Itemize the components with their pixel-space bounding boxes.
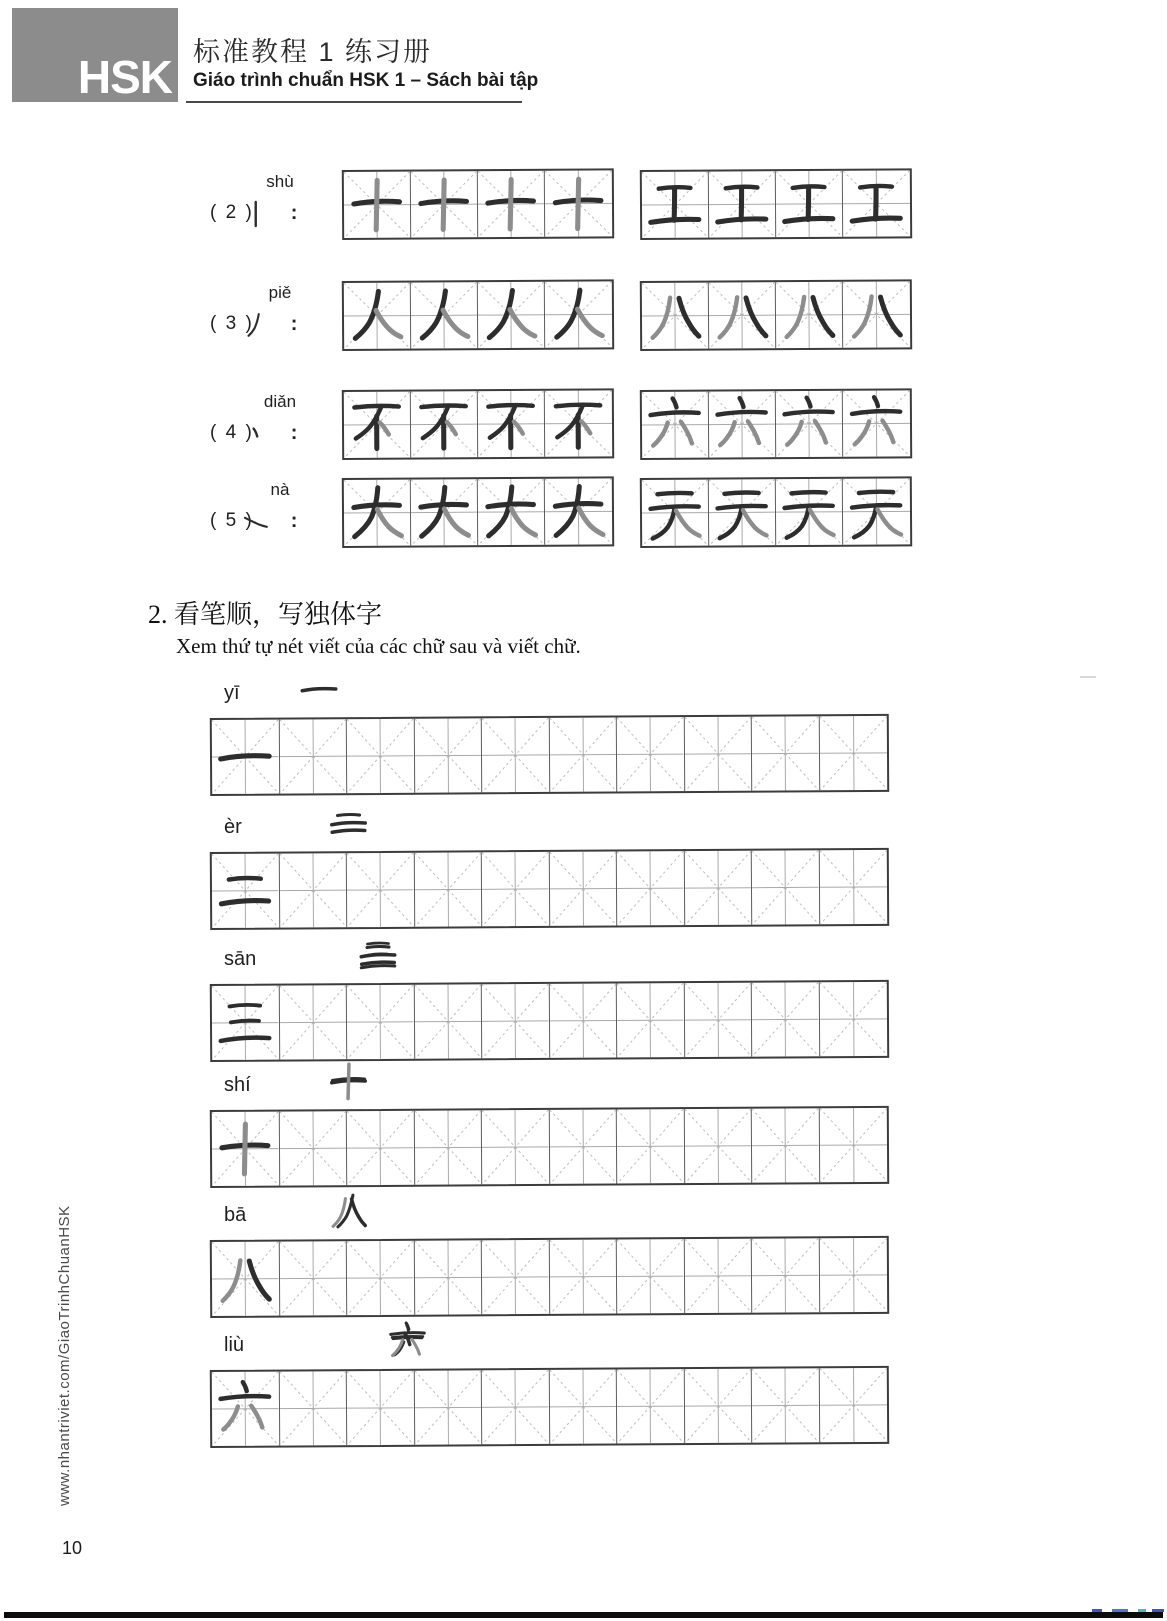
book-title-chinese: 标准教程 1 练习册	[193, 37, 433, 67]
cell-guides	[279, 1241, 346, 1315]
grid-cell	[752, 716, 820, 790]
scan-edge-bar	[4, 1612, 1163, 1618]
colon: :	[290, 312, 298, 335]
grid-cell	[752, 850, 820, 924]
grid-cell	[752, 1238, 820, 1312]
colon: :	[290, 201, 298, 224]
stroke-pinyin: nà	[270, 480, 290, 499]
stroke-order-step	[353, 800, 397, 844]
stroke-row	[0, 478, 1167, 548]
grid-cell	[545, 478, 612, 544]
grid-cell	[819, 850, 887, 924]
stroke-order-sequence	[296, 1318, 511, 1362]
grid-cell	[684, 717, 752, 791]
cell-guides	[347, 1241, 414, 1315]
cell-guides	[549, 718, 616, 792]
cell-guides	[482, 984, 549, 1058]
cell-guides	[549, 984, 616, 1058]
handwritten-character	[777, 392, 841, 456]
handwritten-character	[546, 392, 611, 456]
cell-guides	[347, 1371, 414, 1445]
grid-cell	[843, 281, 910, 347]
cell-guides	[617, 983, 684, 1057]
handwritten-character	[298, 1059, 399, 1103]
handwritten-character	[479, 283, 543, 347]
handwritten-character	[298, 801, 399, 845]
grid-cell	[752, 982, 820, 1056]
handwritten-character	[213, 987, 277, 1058]
grid-cell	[776, 391, 843, 457]
grid-cell	[482, 852, 550, 926]
grid-cell	[545, 170, 612, 236]
grid-cell	[709, 171, 776, 237]
stroke-pinyin: diǎn	[263, 392, 297, 411]
practice-grid	[342, 388, 614, 460]
cell-guides	[347, 853, 414, 927]
stroke-row	[0, 390, 1167, 460]
grid-cell	[478, 171, 545, 237]
stroke-order-sequence	[296, 932, 454, 976]
page-number: 10	[62, 1538, 83, 1558]
stroke-pinyin: shù	[266, 172, 294, 191]
writing-grid	[210, 714, 889, 796]
grid-cell	[617, 717, 685, 791]
practice-grid	[640, 388, 912, 460]
grid-cell	[414, 984, 482, 1058]
handwritten-character	[298, 1189, 399, 1233]
cell-guides	[549, 1370, 616, 1444]
grid-cell	[752, 1368, 820, 1442]
stroke-order-sequence	[296, 800, 397, 844]
grid-cell	[344, 283, 411, 349]
handwritten-character	[345, 284, 409, 348]
cell-guides	[752, 1108, 819, 1182]
grid-cell	[279, 719, 347, 793]
exercise-2-heading-chinese: 2. 看笔顺，写独体字	[148, 600, 383, 629]
grid-cell	[344, 392, 411, 458]
grid-cell	[478, 479, 545, 545]
grid-cell	[549, 1370, 617, 1444]
grid-cell	[414, 1240, 482, 1314]
practice-grid	[640, 279, 912, 351]
handwritten-character	[412, 172, 476, 236]
cell-guides	[752, 982, 819, 1056]
grid-cell	[617, 1369, 685, 1443]
grid-cell	[478, 391, 545, 457]
writing-grid	[210, 980, 889, 1062]
grid-cell	[212, 854, 280, 928]
handwritten-character	[212, 310, 299, 340]
handwritten-character	[777, 283, 841, 347]
grid-cell	[549, 718, 617, 792]
writing-grid	[210, 1236, 889, 1318]
item-number: ( 2 )	[210, 202, 254, 223]
stroke-order-step	[353, 1058, 397, 1102]
grid-cell	[411, 479, 478, 545]
handwritten-character	[412, 283, 476, 347]
cell-guides	[752, 1238, 819, 1312]
grid-cell	[414, 1110, 482, 1184]
grid-cell	[279, 1111, 347, 1185]
grid-cell	[709, 479, 776, 545]
stroke-order-sequence	[296, 666, 340, 710]
cell-guides	[279, 719, 346, 793]
writing-grid	[210, 1366, 889, 1448]
handwritten-character	[213, 1373, 277, 1444]
grid-cell	[212, 1242, 280, 1316]
handwritten-character	[479, 480, 543, 544]
cell-guides	[279, 853, 346, 927]
grid-cell	[819, 982, 887, 1056]
cell-guides	[414, 718, 481, 792]
grid-cell	[212, 720, 280, 794]
grid-cell	[684, 1239, 752, 1313]
cell-guides	[819, 850, 887, 924]
item-number: ( 4 )	[210, 422, 254, 443]
handwritten-character	[546, 283, 611, 347]
cell-guides	[684, 1369, 751, 1443]
grid-cell	[684, 851, 752, 925]
scan-artifact-color	[1152, 1609, 1164, 1612]
grid-cell	[752, 1108, 820, 1182]
cell-guides	[414, 852, 481, 926]
hsk-logo-text: HSK	[77, 51, 172, 103]
handwritten-character	[643, 284, 707, 348]
colon: :	[290, 421, 298, 444]
cell-guides	[684, 717, 751, 791]
stroke-symbol-icon	[259, 198, 285, 228]
cell-guides	[684, 1239, 751, 1313]
practice-grid	[640, 476, 912, 548]
handwritten-character	[345, 173, 409, 237]
grid-cell	[347, 853, 415, 927]
stroke-symbol-icon	[259, 309, 285, 339]
grid-cell	[414, 718, 482, 792]
grid-cell	[347, 1111, 415, 1185]
cell-guides	[617, 1239, 684, 1313]
handwritten-character	[844, 283, 909, 347]
handwritten-character	[300, 1319, 515, 1363]
handwritten-character	[643, 481, 707, 545]
grid-cell	[819, 1368, 887, 1442]
handwritten-character	[213, 1113, 277, 1184]
stroke-order-sequence	[296, 1188, 397, 1232]
grid-cell	[482, 984, 550, 1058]
grid-cell	[709, 391, 776, 457]
handwritten-character	[213, 855, 277, 926]
grid-cell	[642, 480, 709, 546]
website-url-vertical: www.nhantriviet.com/GiaoTrinhChuanHSK	[56, 1205, 73, 1506]
grid-cell	[617, 851, 685, 925]
character-pinyin: bā	[224, 1204, 247, 1226]
grid-cell	[212, 986, 280, 1060]
grid-cell	[709, 282, 776, 348]
grid-cell	[617, 1109, 685, 1183]
grid-cell	[684, 983, 752, 1057]
handwritten-character	[412, 480, 476, 544]
handwritten-character	[710, 480, 774, 544]
stroke-label	[210, 309, 297, 339]
handwritten-character	[345, 393, 409, 457]
cell-guides	[279, 1371, 346, 1445]
cell-guides	[617, 1109, 684, 1183]
handwritten-character	[479, 392, 543, 456]
cell-guides	[414, 1240, 481, 1314]
grid-cell	[279, 1371, 347, 1445]
grid-cell	[843, 170, 910, 236]
character-pinyin: sān	[224, 948, 257, 970]
handwritten-character	[213, 721, 277, 792]
grid-cell	[617, 983, 685, 1057]
cell-guides	[482, 1370, 549, 1444]
grid-cell	[344, 480, 411, 546]
cell-guides	[617, 1369, 684, 1443]
handwritten-character	[213, 1243, 277, 1314]
grid-cell	[279, 1241, 347, 1315]
handwritten-character	[777, 172, 841, 236]
grid-cell	[344, 172, 411, 238]
stroke-label	[210, 506, 297, 536]
cell-guides	[482, 852, 549, 926]
handwritten-character	[643, 393, 707, 457]
cell-guides	[414, 1110, 481, 1184]
handwritten-character	[546, 172, 611, 236]
cell-guides	[549, 1110, 616, 1184]
cell-guides	[617, 717, 684, 791]
cell-guides	[684, 1109, 751, 1183]
cell-guides	[752, 850, 819, 924]
handwritten-character	[643, 173, 707, 237]
grid-cell	[642, 392, 709, 458]
grid-cell	[411, 391, 478, 457]
grid-cell	[776, 282, 843, 348]
item-number: ( 3 )	[210, 313, 254, 334]
grid-cell	[411, 171, 478, 237]
grid-cell	[684, 1369, 752, 1443]
grid-cell	[684, 1109, 752, 1183]
cell-guides	[482, 718, 549, 792]
cell-guides	[279, 1111, 346, 1185]
handwritten-character	[546, 480, 611, 544]
handwritten-character	[212, 199, 299, 229]
stroke-row	[0, 170, 1167, 240]
character-pinyin: shí	[224, 1074, 251, 1096]
grid-cell	[819, 716, 887, 790]
cell-guides	[819, 716, 887, 790]
book-title-vietnamese: Giáo trình chuẩn HSK 1 – Sách bài tập	[193, 70, 539, 91]
grid-cell	[843, 390, 910, 456]
header-divider	[186, 101, 522, 103]
grid-cell	[642, 172, 709, 238]
cell-guides	[617, 851, 684, 925]
practice-grid	[342, 476, 614, 548]
cell-guides	[819, 1108, 887, 1182]
cell-guides	[819, 982, 887, 1056]
grid-cell	[414, 852, 482, 926]
grid-cell	[819, 1108, 887, 1182]
writing-grid	[210, 848, 889, 930]
handwritten-character	[345, 481, 409, 545]
item-number: ( 5 )	[210, 510, 254, 531]
grid-cell	[347, 985, 415, 1059]
grid-cell	[347, 1371, 415, 1445]
handwritten-character	[844, 172, 909, 236]
character-pinyin: yī	[224, 682, 240, 704]
cell-guides	[752, 1368, 819, 1442]
handwritten-character	[299, 933, 457, 977]
cell-guides	[684, 851, 751, 925]
handwritten-character	[479, 172, 543, 236]
grid-cell	[279, 985, 347, 1059]
grid-cell	[545, 390, 612, 456]
cell-guides	[347, 1111, 414, 1185]
stroke-pinyin: piě	[268, 283, 292, 302]
grid-cell	[545, 281, 612, 347]
grid-cell	[279, 853, 347, 927]
handwritten-character	[710, 392, 774, 456]
cell-guides	[684, 983, 751, 1057]
grid-cell	[482, 718, 550, 792]
grid-cell	[642, 283, 709, 349]
stroke-order-step	[467, 1318, 511, 1362]
cell-guides	[752, 716, 819, 790]
grid-cell	[212, 1372, 280, 1446]
cell-guides	[819, 1368, 887, 1442]
stroke-label	[210, 198, 297, 228]
character-pinyin: liù	[224, 1334, 245, 1356]
stroke-symbol-icon	[259, 418, 285, 448]
practice-grid	[342, 279, 614, 351]
grid-cell	[819, 1238, 887, 1312]
character-pinyin: èr	[224, 816, 242, 838]
grid-cell	[549, 1240, 617, 1314]
grid-cell	[549, 984, 617, 1058]
stroke-row	[0, 281, 1167, 351]
grid-cell	[478, 282, 545, 348]
grid-cell	[776, 479, 843, 545]
stroke-order-step	[410, 932, 454, 976]
cell-guides	[347, 985, 414, 1059]
stroke-label	[210, 418, 297, 448]
grid-cell	[482, 1240, 550, 1314]
stroke-order-step	[353, 1188, 397, 1232]
grid-cell	[549, 852, 617, 926]
handwritten-character	[412, 392, 476, 456]
cell-guides	[414, 1370, 481, 1444]
scan-artifact-color	[1112, 1609, 1128, 1612]
grid-cell	[549, 1110, 617, 1184]
grid-cell	[411, 282, 478, 348]
scan-artifact-color	[1092, 1609, 1102, 1612]
grid-cell	[482, 1110, 550, 1184]
cell-guides	[819, 1238, 887, 1312]
stroke-order-sequence	[296, 1058, 397, 1102]
cell-guides	[279, 985, 346, 1059]
hsk-logo	[12, 8, 178, 102]
handwritten-character	[297, 667, 341, 711]
practice-grid	[640, 168, 912, 240]
scan-artifact-color	[1138, 1609, 1146, 1612]
grid-cell	[212, 1112, 280, 1186]
stroke-symbol-icon	[259, 506, 285, 536]
grid-cell	[776, 171, 843, 237]
cell-guides	[482, 1240, 549, 1314]
handwritten-character	[212, 419, 299, 449]
cell-guides	[414, 984, 481, 1058]
practice-grid	[342, 168, 614, 240]
exercise-2-heading-vietnamese: Xem thứ tự nét viết của các chữ sau và viết chữ.	[176, 634, 581, 658]
grid-cell	[414, 1370, 482, 1444]
cell-guides	[482, 1110, 549, 1184]
cell-guides	[549, 1240, 616, 1314]
cell-guides	[347, 719, 414, 793]
grid-cell	[617, 1239, 685, 1313]
handwritten-character	[844, 392, 909, 456]
grid-cell	[482, 1370, 550, 1444]
grid-cell	[347, 1241, 415, 1315]
grid-cell	[347, 719, 415, 793]
handwritten-character	[777, 480, 841, 544]
scan-artifact-dash	[1080, 676, 1096, 678]
writing-grid	[210, 1106, 889, 1188]
stroke-order-step	[296, 666, 340, 710]
grid-cell	[843, 478, 910, 544]
cell-guides	[549, 852, 616, 926]
handwritten-character	[212, 507, 299, 537]
colon: :	[290, 509, 298, 532]
handwritten-character	[710, 172, 774, 236]
handwritten-character	[844, 480, 909, 544]
handwritten-character	[710, 283, 774, 347]
